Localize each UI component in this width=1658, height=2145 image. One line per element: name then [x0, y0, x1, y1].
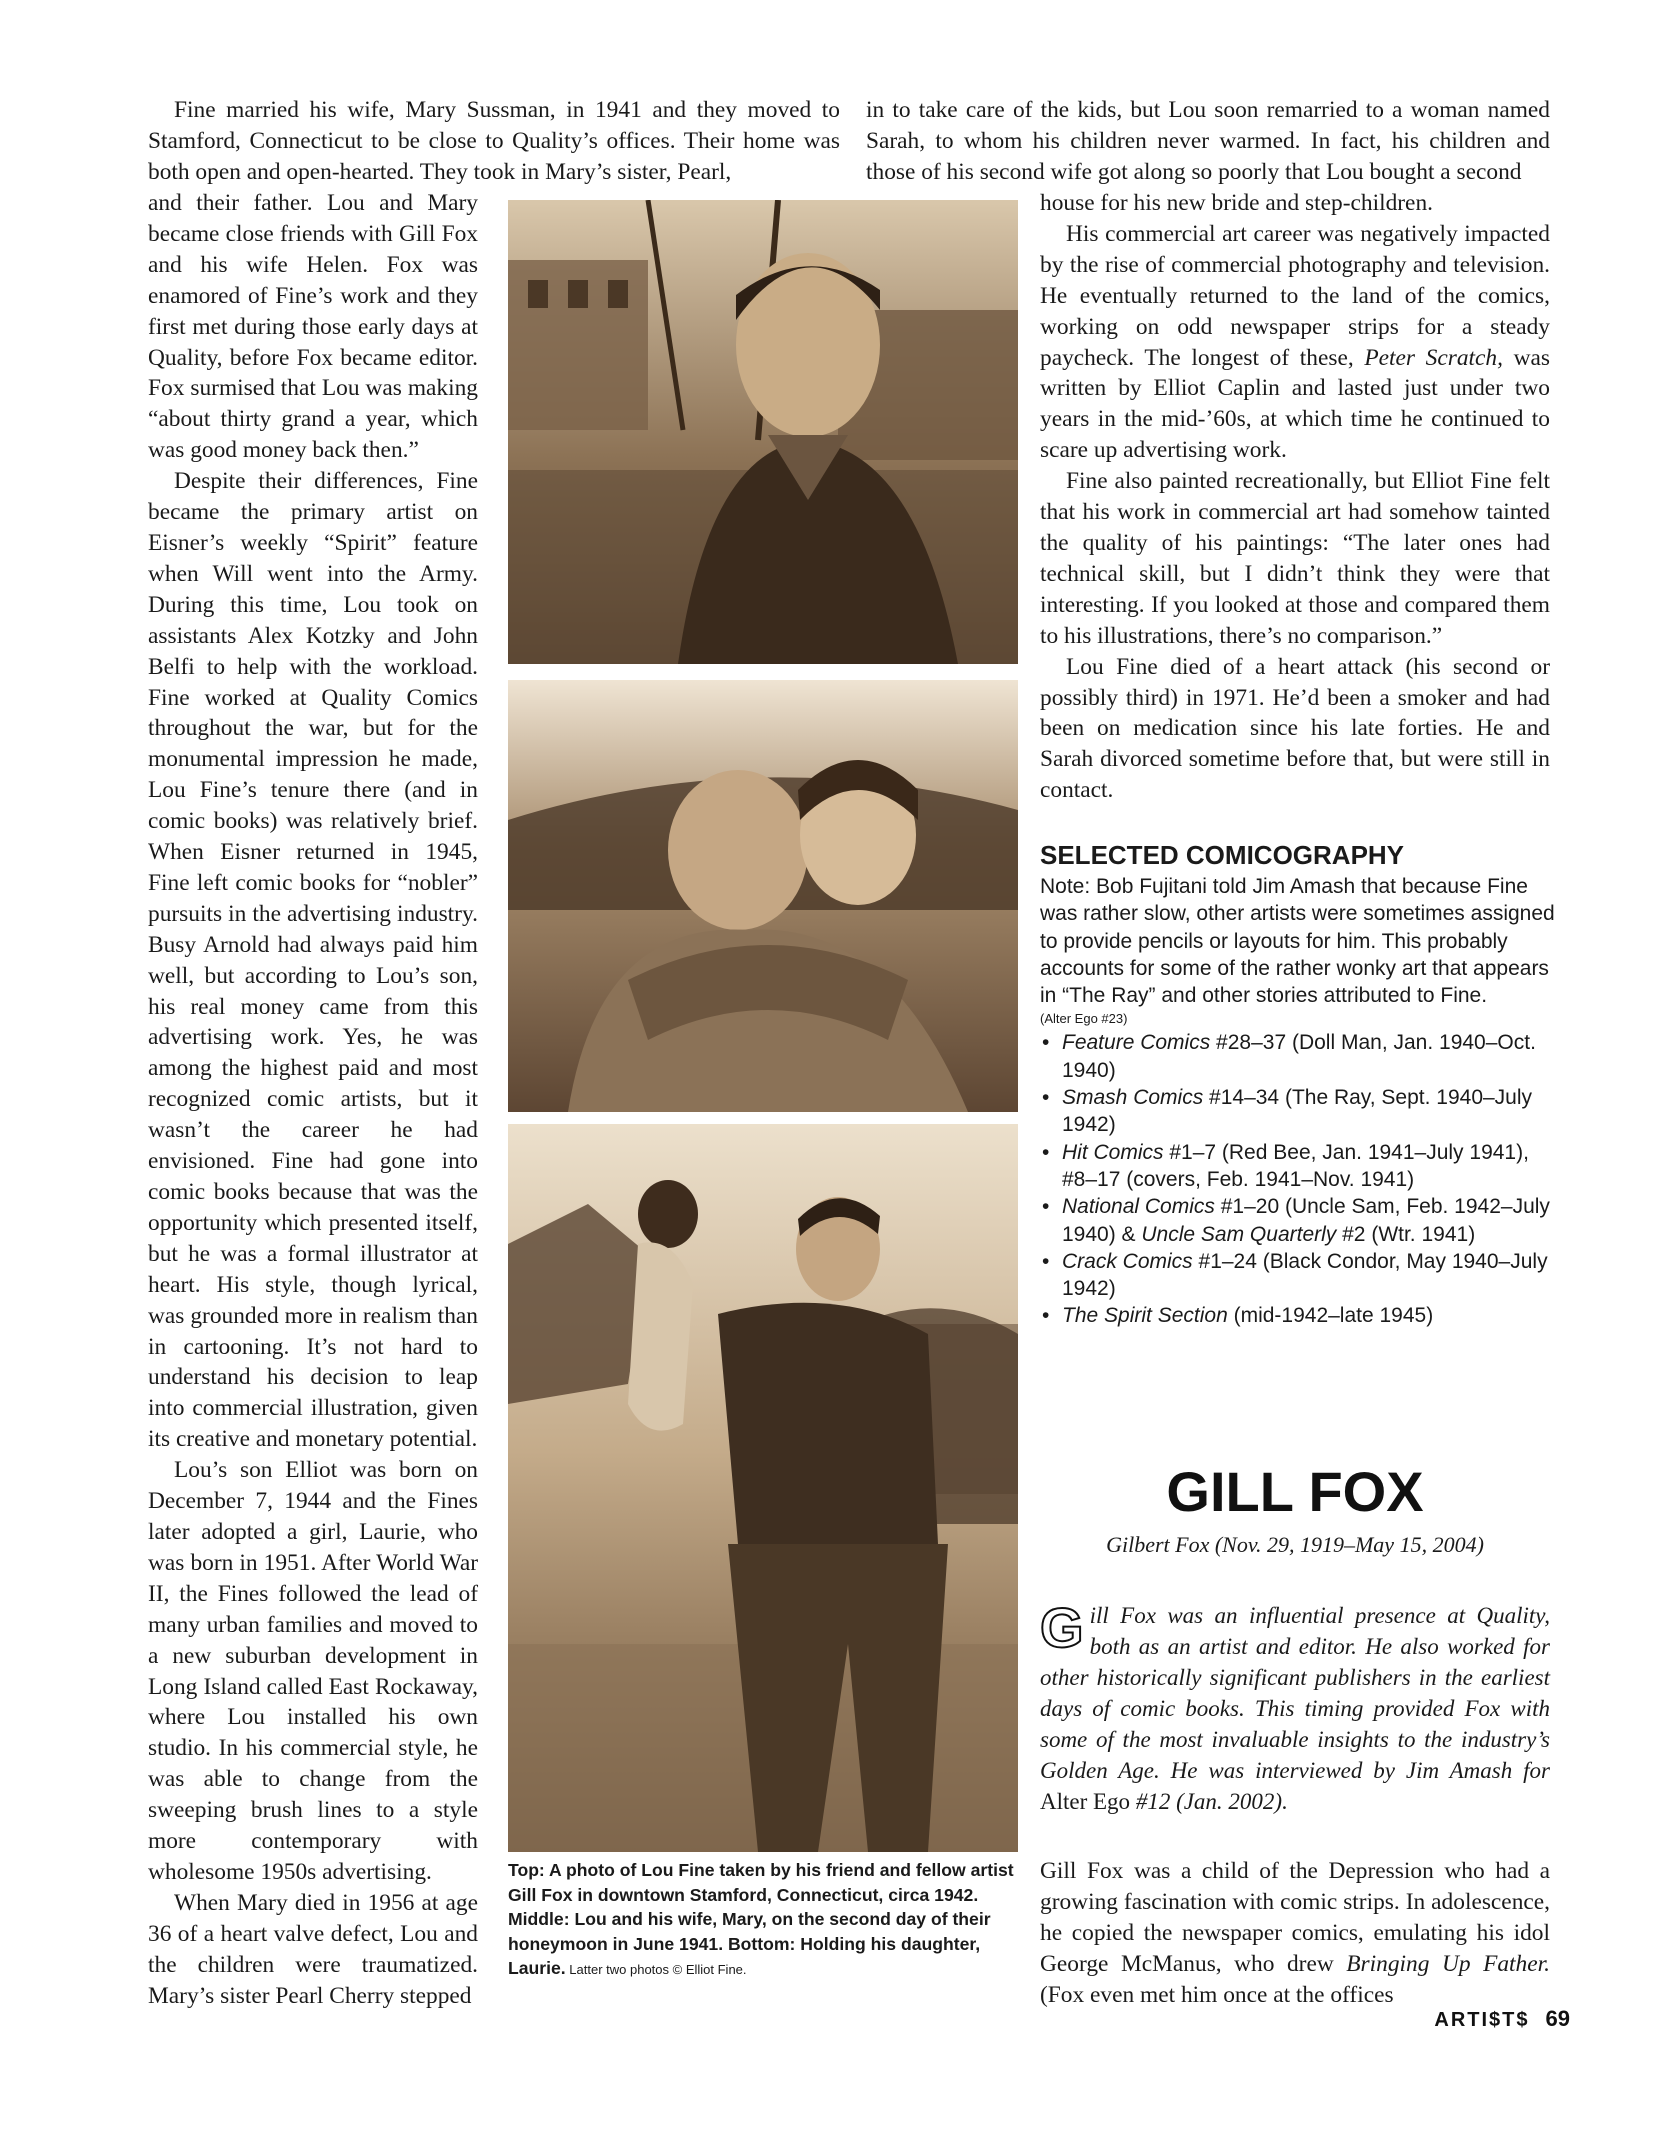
gill-fox-paragraph-1: [1040, 1856, 1550, 2011]
photo-caption: [508, 1858, 1024, 1983]
col1-top-paragraph: [148, 95, 840, 188]
col2-top-text: in to take care of the kids, but Lou soon remarried to a woman named Sarah, to whom his children never warmed. In fact, his children and those of his second wife got along so poorly that Lou bought a second: [866, 97, 1550, 185]
comicography-section: [1040, 840, 1560, 1330]
col2-rest-text: house for his new bride and step-children.: [1040, 190, 1433, 216]
comic-details: #1–7 (Red Bee, Jan. 1941–July 1941), #8–17 (covers, Feb. 1941–Nov. 1941): [1062, 1140, 1529, 1191]
comic-title-2: Uncle Sam Quarterly: [1141, 1222, 1337, 1246]
magazine-title: Alter Ego: [1040, 1789, 1131, 1814]
gill-fox-body-b: (Fox even met him once at the offices: [1040, 1981, 1394, 2008]
col2-paragraph-2: [1040, 219, 1550, 466]
col1-top-text: Fine married his wife, Mary Sussman, in 1941 and they moved to Stamford, Connecticut to be close to Quality’s offices. Their home was both open and open-hearted. They took in Mary’s sister, Pearl,: [148, 97, 840, 185]
col1-paragraph-3: Lou’s son Elliot was born on December 7, 1944 and the Fines later adopted a girl, Laurie, who was born in 1951. After World War II, the Fines followed the lead of many urban families and moved to a new suburban development in Long Island called East Rockaway, where Lou installed his own studio. In his commercial style, he was able to change from the sweeping brush lines to a style more contemporary with wholesome 1950s advertising.: [148, 1457, 478, 1885]
comic-details: #1–20 (Uncle Sam, Feb. 1942–July 1940) &: [1062, 1195, 1550, 1246]
gill-fox-body-a: Gill Fox was a child of the Depression who had a growing fascination with comic strips. In adolescence, he copied the newspaper comics, emulating his idol George McManus, who drew: [1040, 1858, 1550, 1977]
comicography-item: [1040, 1139, 1560, 1194]
col2-top-paragraph: [866, 95, 1550, 188]
comic-title: Feature Comics: [1062, 1031, 1211, 1055]
comic-details-2: #2 (Wtr. 1941): [1336, 1222, 1476, 1246]
comicography-item: [1040, 1193, 1560, 1248]
col2-body: [1040, 188, 1550, 806]
col2-paragraph-3: Fine also painted recreationally, but Elliot Fine felt that his work in commercial art had somehow tainted the quality of his paintings: “The later ones had technical skill, but I didn’t think they were that interesting. If you looked at those and compared them to his illustrations, there’s no comparison.”: [1040, 468, 1550, 649]
comicography-list: [1040, 1029, 1560, 1329]
page-number: 69: [1545, 2006, 1570, 2031]
comic-title: Hit Comics: [1062, 1140, 1164, 1164]
comic-title: Crack Comics: [1062, 1249, 1193, 1273]
photo-lou-fine-stamford: [508, 200, 1018, 664]
comic-details: #28–37 (Doll Man, Jan. 1940–Oct. 1940): [1062, 1031, 1536, 1082]
col1-rest-text: and their father. Lou and Mary became close friends with Gill Fox and his wife Helen. Fox was enamored of Fine’s work and they first met during those early days at Quality, before Fox became editor. Fox surmised that Lou was making “about thirty grand a year, which was good money back then.”: [148, 190, 478, 464]
col1-body: [148, 188, 478, 2011]
photo-caption-text: Top: A photo of Lou Fine taken by his friend and fellow artist Gill Fox in downtown Stamford, Connecticut, circa 1942. Middle: Lou and his wife, Mary, on the second day of their honeymoon in June 1941. Bottom: Holding his daughter, Laurie.: [508, 1860, 1014, 1979]
section-name: ARTI$T$: [1434, 2009, 1530, 2031]
col2-p2-b: was written by Elliot Caplin and lasted just under two years in the mid-’60s, at which time he continued to scare up advertising work.: [1040, 344, 1550, 464]
gill-fox-subtitle: Gilbert Fox (Nov. 29, 1919–May 15, 2004): [1106, 1532, 1484, 1557]
comicography-heading: SELECTED COMICOGRAPHY: [1040, 840, 1405, 870]
comicography-item: [1040, 1302, 1560, 1329]
comicography-source: (Alter Ego #23): [1040, 1011, 1128, 1027]
comicography-item: [1040, 1084, 1560, 1139]
comic-title: National Comics: [1062, 1195, 1215, 1219]
comicography-item: [1040, 1029, 1560, 1084]
photo-lou-and-mary-honeymoon: [508, 680, 1018, 1112]
col1-paragraph-2: Despite their differences, Fine became the primary artist on Eisner’s weekly “Spirit” feature when Will went into the Army. During this time, Lou took on assistants Alex Kotzky and John Belfi to help with the workload. Fine worked at Quality Comics throughout the war, but for the monumental impression he made, Lou Fine’s tenure there (and in comic books) was relatively brief. When Eisner returned in 1945, Fine left comic books for “nobler” pursuits in the advertising industry. Busy Arnold had always paid him well, but according to Lou’s son, his real money came from this advertising work. Yes, he was among the highest paid and most recognized comic artists, but it wasn’t the career he had envisioned. Fine had gone into comic books because that was the opportunity which presented itself, but he was a formal illustrator at heart. His style, though lyrical, was grounded more in realism than in cartooning. It’s not hard to understand his decision to leap into commercial illustration, given its creative and monetary potential.: [148, 468, 478, 1453]
col2-paragraph-4: Lou Fine died of a heart attack (his second or possibly third) in 1971. He’d been a smoker and had been on medication since his late forties. He and Sarah divorced sometime before that, but were still in contact.: [1040, 653, 1550, 804]
intro-text-b: #12 (Jan. 2002).: [1130, 1789, 1288, 1814]
gill-fox-body: [1040, 1856, 1550, 2011]
gill-fox-intro: [1040, 1596, 1550, 1817]
photo-lou-holding-laurie: [508, 1124, 1018, 1852]
comicography-item: [1040, 1248, 1560, 1303]
page-footer: [1380, 2006, 1570, 2032]
col2-p2-a: His commercial art career was negatively impacted by the rise of commercial photography and television. He eventually returned to the land of the comics, working on odd newspaper strips for a steady paycheck. The longest of these,: [1040, 220, 1550, 371]
strip-title-peter-scratch: Peter Scratch,: [1364, 344, 1503, 371]
comic-details: (mid-1942–late 1945): [1227, 1304, 1434, 1328]
comic-details: #14–34 (The Ray, Sept. 1940–July 1942): [1062, 1086, 1533, 1137]
intro-text-a: ill Fox was an influential presence at Quality, both as an artist and editor. He also worked for other historically significant publishers in the earliest days of comic books. This timing provided Fox with some of the most invaluable insights to the industry’s Golden Age. He was interviewed by Jim Amash for: [1040, 1603, 1550, 1783]
comicography-note: Note: Bob Fujitani told Jim Amash that because Fine was rather slow, other artists were sometimes assigned to provide pencils or layouts for him. This probably accounts for some of the rather wonky art that appears in “The Ray” and other stories attributed to Fine.: [1040, 875, 1555, 1008]
comic-title: The Spirit Section: [1062, 1304, 1228, 1328]
comic-title: Smash Comics: [1062, 1086, 1204, 1110]
photo-credit: Latter two photos © Elliot Fine.: [565, 1962, 747, 1978]
dropcap-letter: G: [1040, 1596, 1084, 1659]
comic-details: #1–24 (Black Condor, May 1940–July 1942): [1062, 1249, 1548, 1301]
strip-title-bringing-up-father: Bringing Up Father.: [1346, 1950, 1550, 1977]
col1-paragraph-4: When Mary died in 1956 at age 36 of a heart valve defect, Lou and the children were traumatized. Mary’s sister Pearl Cherry stepped: [148, 1889, 478, 2009]
gill-fox-title: GILL FOX: [1166, 1460, 1424, 1523]
